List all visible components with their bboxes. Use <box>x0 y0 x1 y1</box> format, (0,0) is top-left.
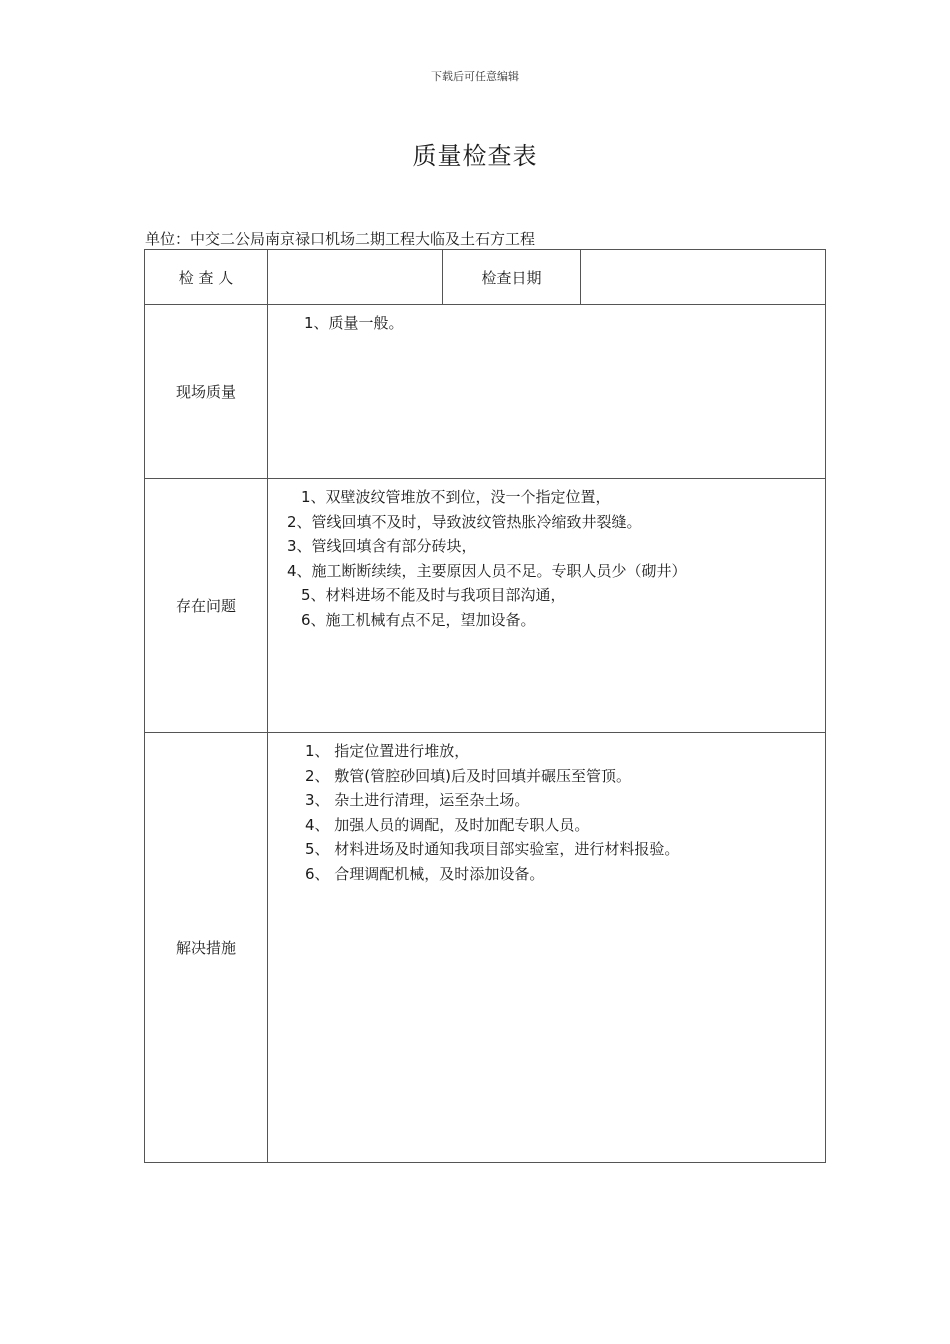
problem-line: 3、管线回填含有部分砖块， <box>287 537 477 555</box>
measures-content[interactable] <box>268 733 826 1163</box>
measure-line: 5、 材料进场及时通知我项目部实验室，进行材料报验。 <box>305 840 680 858</box>
quality-row <box>145 305 826 479</box>
unit-line: 单位：中交二公局南京禄口机场二期工程大临及土石方工程 <box>145 230 536 248</box>
inspection-date-label: 检查日期 <box>443 250 581 305</box>
page-title: 质量检查表 <box>412 142 538 170</box>
problems-label: 存在问题 <box>145 479 268 733</box>
inspection-table <box>144 249 826 1163</box>
measure-line: 4、 加强人员的调配，及时加配专职人员。 <box>305 815 590 834</box>
measure-line: 6、 合理调配机械，及时添加设备。 <box>305 864 545 883</box>
quality-label: 现场质量 <box>145 305 268 479</box>
measures-label: 解决措施 <box>145 733 268 1163</box>
inspector-value[interactable] <box>268 250 443 305</box>
measure-line: 1、 指定位置进行堆放， <box>305 742 470 760</box>
quality-content[interactable] <box>268 305 826 479</box>
inspector-row <box>145 250 826 305</box>
measures-row <box>145 733 826 1163</box>
problem-line: 5、材料进场不能及时与我项目部沟通， <box>301 586 566 604</box>
problems-content[interactable] <box>268 479 826 733</box>
inspection-date-value[interactable] <box>581 250 826 305</box>
problem-line: 2、管线回填不及时，导致波纹管热胀冷缩致井裂缝。 <box>287 512 642 531</box>
quality-line: 1、质量一般。 <box>304 314 404 332</box>
problem-line: 1、双壁波纹管堆放不到位，没一个指定位置， <box>301 488 611 506</box>
inspector-label: 检 查 人 <box>145 250 268 305</box>
measure-line: 2、 敷管(管腔砂回填)后及时回填并碾压至管顶。 <box>305 766 632 785</box>
measure-line: 3、 杂土进行清理，运至杂土场。 <box>305 791 530 809</box>
problems-row <box>145 479 826 733</box>
problem-line: 4、施工断断续续，主要原因人员不足。专职人员少（砌井） <box>287 561 687 580</box>
problem-line: 6、施工机械有点不足，望加设备。 <box>301 610 536 629</box>
header-note: 下载后可任意编辑 <box>431 70 519 83</box>
